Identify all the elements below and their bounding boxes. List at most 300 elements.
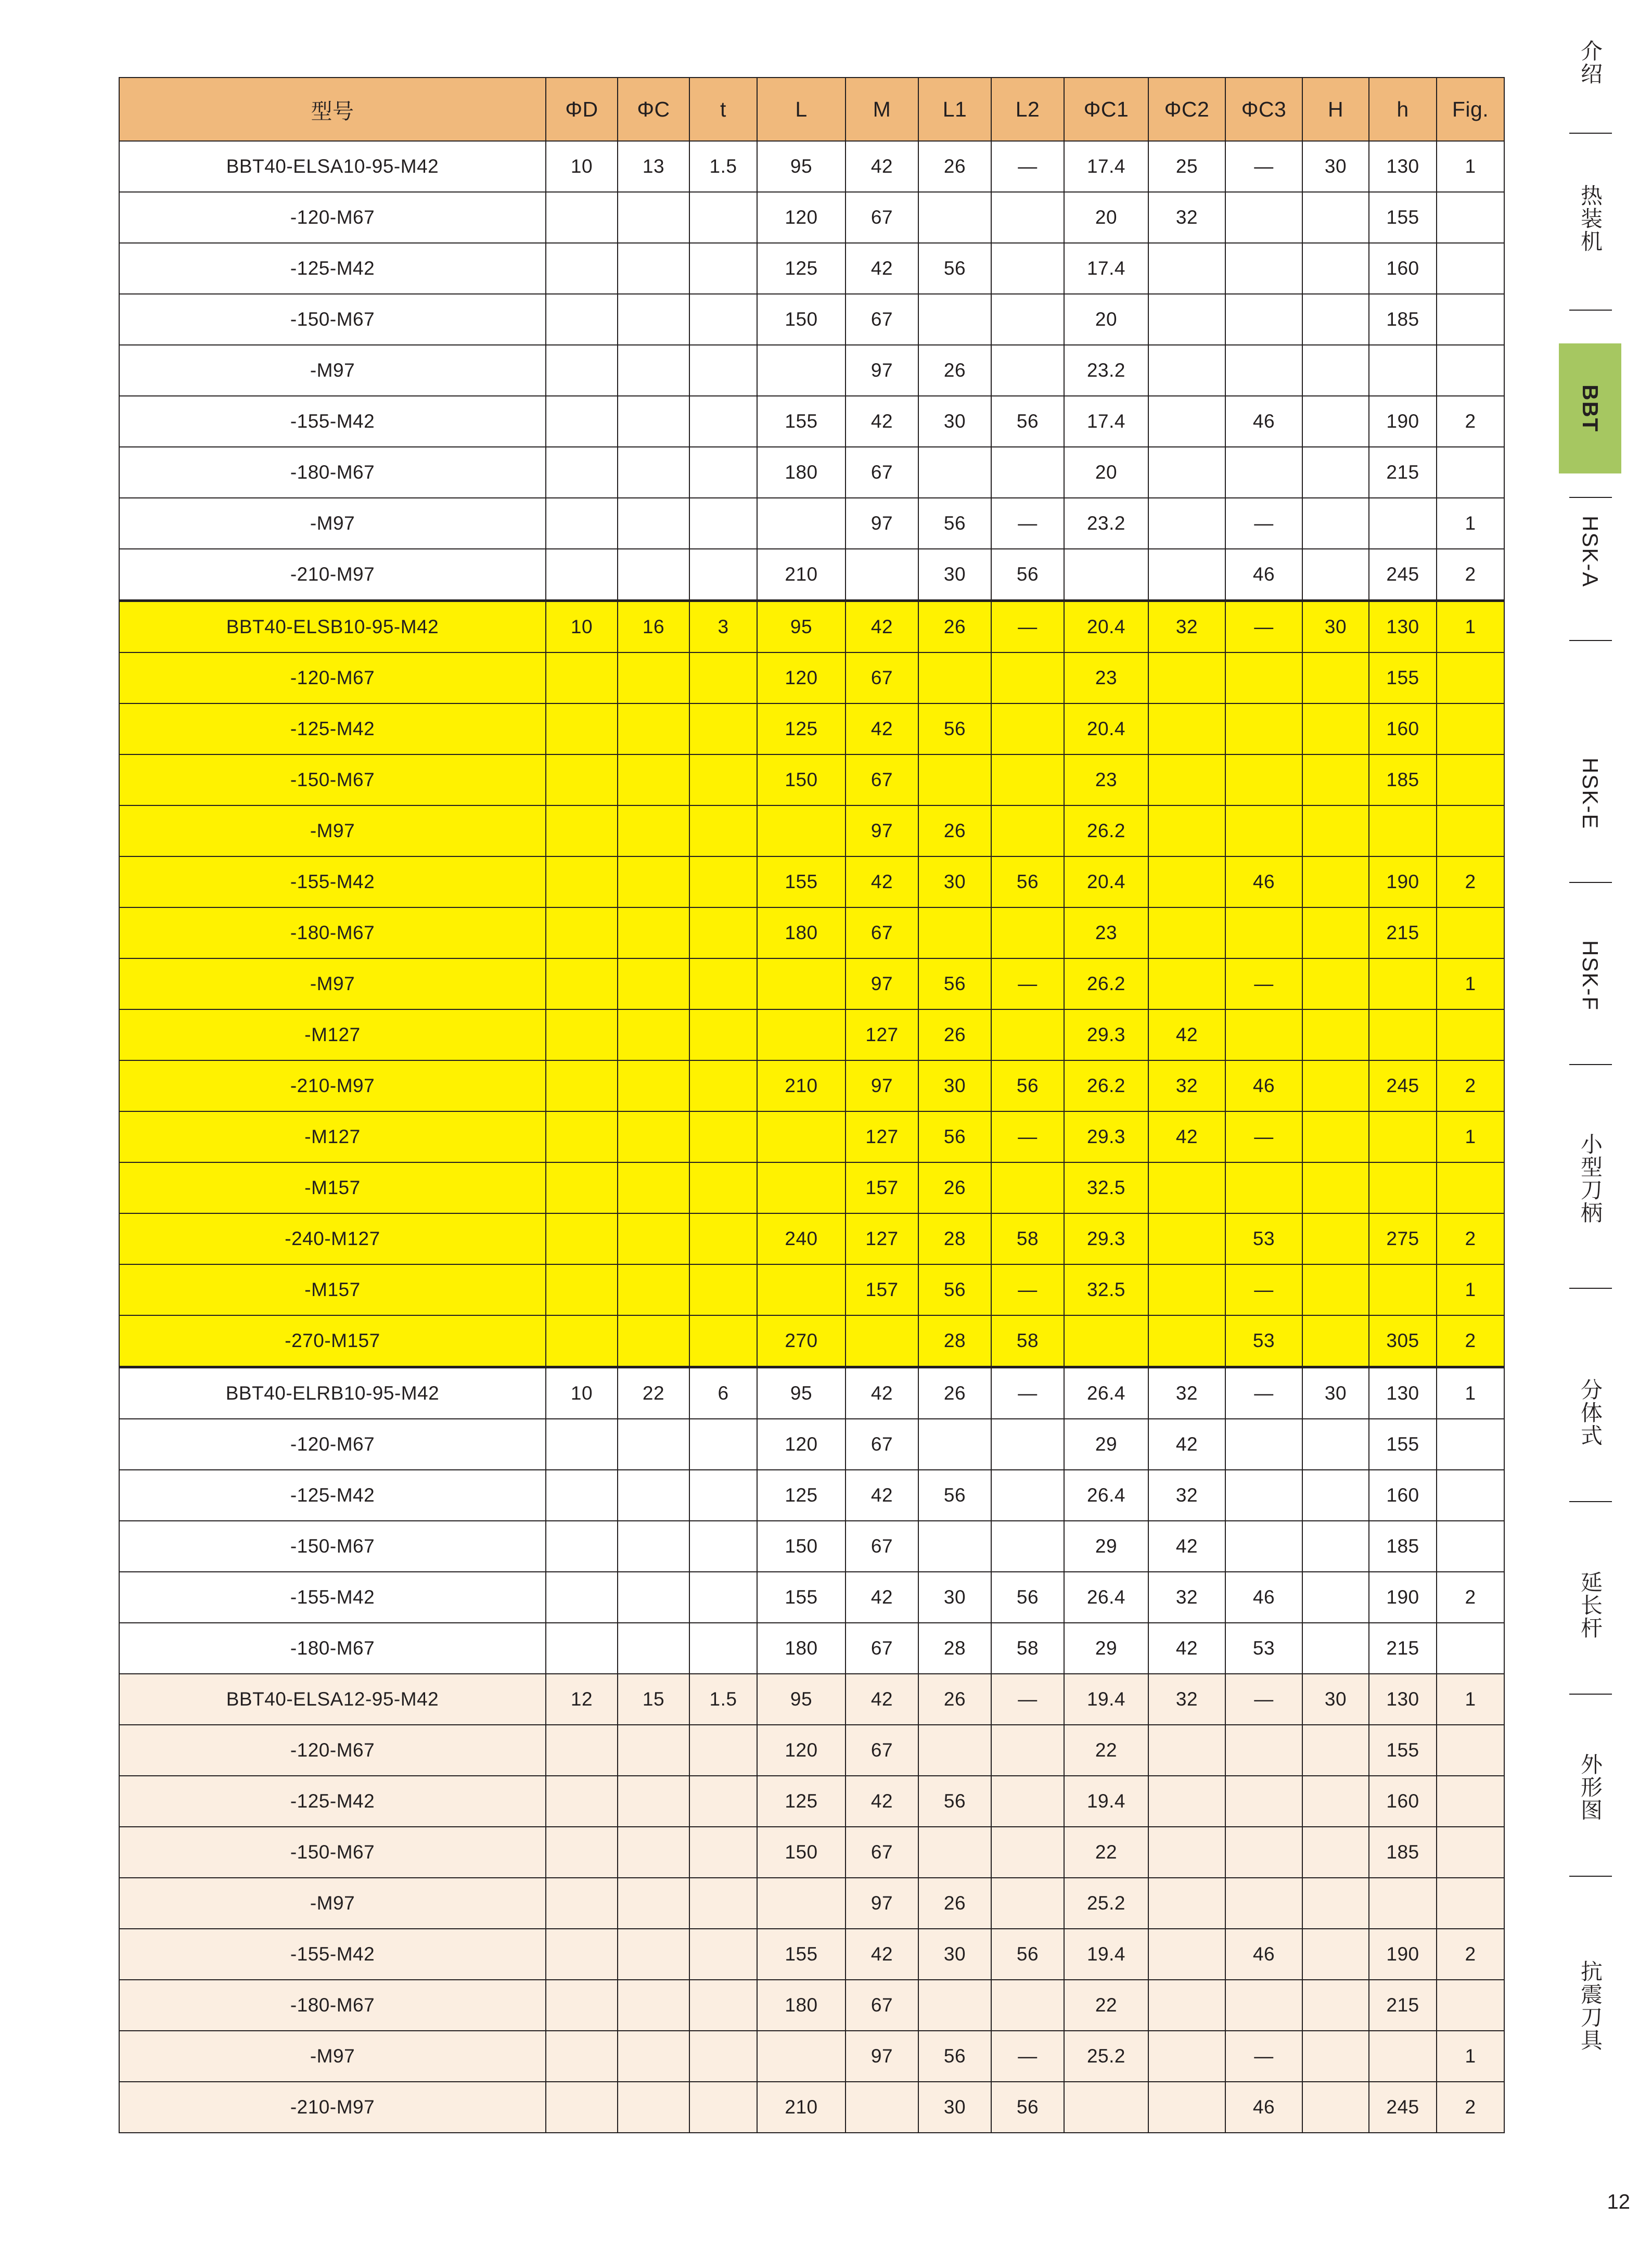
column-header-phi-c: ΦC <box>618 78 689 141</box>
cell-h-lower: 305 <box>1369 1315 1437 1367</box>
side-tab-6[interactable] <box>1559 911 1621 1041</box>
cell-h-lower: 190 <box>1369 396 1437 447</box>
cell-l1: 30 <box>918 1060 991 1111</box>
cell-fig <box>1437 1827 1504 1878</box>
cell-phi-c <box>618 1827 689 1878</box>
side-tab-label: 外形图 <box>1578 1753 1603 1822</box>
side-tab-divider <box>1569 1876 1612 1877</box>
cell-m: 42 <box>846 1470 918 1521</box>
cell-t <box>689 805 757 856</box>
cell-l1 <box>918 1419 991 1470</box>
table-row <box>119 447 1504 498</box>
cell-t <box>689 1111 757 1162</box>
cell-phi-c1: 20.4 <box>1064 601 1148 653</box>
cell-model: -125-M42 <box>119 243 546 294</box>
side-tab-2[interactable] <box>1559 151 1621 286</box>
cell-l: 155 <box>757 856 846 907</box>
cell-l: 180 <box>757 907 846 958</box>
cell-phi-c2: 32 <box>1148 601 1225 653</box>
cell-phi-c3 <box>1225 294 1302 345</box>
cell-h-upper: 30 <box>1302 601 1369 653</box>
cell-phi-c <box>618 396 689 447</box>
cell-m: 42 <box>846 856 918 907</box>
cell-phi-c <box>618 754 689 805</box>
side-tab-label: 介绍 <box>1578 40 1603 85</box>
cell-phi-c1: 23 <box>1064 652 1148 703</box>
cell-h-lower <box>1369 2031 1437 2082</box>
cell-l1: 30 <box>918 396 991 447</box>
cell-phi-c <box>618 856 689 907</box>
cell-t <box>689 754 757 805</box>
cell-phi-c3: — <box>1225 958 1302 1009</box>
cell-h-upper <box>1302 447 1369 498</box>
cell-phi-c2 <box>1148 703 1225 754</box>
cell-l: 210 <box>757 1060 846 1111</box>
cell-phi-c2 <box>1148 1980 1225 2031</box>
cell-l: 125 <box>757 1470 846 1521</box>
cell-fig: 2 <box>1437 396 1504 447</box>
cell-phi-c3 <box>1225 447 1302 498</box>
cell-phi-d <box>546 549 618 601</box>
cell-h-upper <box>1302 1929 1369 1980</box>
cell-phi-c3 <box>1225 1470 1302 1521</box>
cell-phi-d <box>546 396 618 447</box>
cell-l: 95 <box>757 1367 846 1419</box>
cell-h-lower: 215 <box>1369 447 1437 498</box>
side-tab-9[interactable] <box>1559 1540 1621 1670</box>
cell-phi-c2 <box>1148 2031 1225 2082</box>
cell-h-upper <box>1302 549 1369 601</box>
cell-l2: — <box>991 958 1064 1009</box>
cell-h-lower <box>1369 1111 1437 1162</box>
cell-phi-c1: 25.2 <box>1064 1878 1148 1929</box>
cell-phi-c3: 46 <box>1225 1572 1302 1623</box>
column-header-phi-d: ΦD <box>546 78 618 141</box>
side-tab-5[interactable] <box>1559 728 1621 859</box>
cell-m: 42 <box>846 1572 918 1623</box>
cell-model: -M127 <box>119 1009 546 1060</box>
cell-model: -M97 <box>119 805 546 856</box>
cell-phi-c3 <box>1225 1725 1302 1776</box>
side-tab-3[interactable] <box>1559 343 1621 473</box>
cell-h-lower: 245 <box>1369 549 1437 601</box>
side-tab-10[interactable] <box>1559 1722 1621 1852</box>
cell-phi-c1: 19.4 <box>1064 1776 1148 1827</box>
cell-model: -150-M67 <box>119 1827 546 1878</box>
cell-l2: — <box>991 2031 1064 2082</box>
cell-h-upper <box>1302 652 1369 703</box>
side-tab-4[interactable] <box>1559 486 1621 617</box>
cell-phi-c <box>618 1419 689 1470</box>
cell-l1: 56 <box>918 703 991 754</box>
cell-phi-c2 <box>1148 447 1225 498</box>
cell-h-upper <box>1302 1470 1369 1521</box>
cell-phi-c1: 32.5 <box>1064 1162 1148 1213</box>
cell-m: 67 <box>846 907 918 958</box>
cell-l2 <box>991 1776 1064 1827</box>
cell-l2: 58 <box>991 1315 1064 1367</box>
cell-l: 150 <box>757 1827 846 1878</box>
cell-phi-c3: — <box>1225 1367 1302 1419</box>
cell-phi-c1 <box>1064 549 1148 601</box>
cell-phi-c3 <box>1225 1827 1302 1878</box>
cell-l1: 56 <box>918 1111 991 1162</box>
cell-l <box>757 1162 846 1213</box>
cell-model: -155-M42 <box>119 1929 546 1980</box>
cell-l2: 56 <box>991 1929 1064 1980</box>
cell-phi-c2 <box>1148 907 1225 958</box>
header-row <box>119 78 1504 141</box>
cell-h-upper <box>1302 294 1369 345</box>
cell-h-upper <box>1302 2031 1369 2082</box>
cell-l1: 56 <box>918 243 991 294</box>
cell-phi-c <box>618 958 689 1009</box>
cell-fig: 1 <box>1437 1367 1504 1419</box>
cell-l: 120 <box>757 1419 846 1470</box>
cell-phi-c2 <box>1148 856 1225 907</box>
cell-phi-c <box>618 447 689 498</box>
cell-h-upper <box>1302 1776 1369 1827</box>
cell-phi-d <box>546 1725 618 1776</box>
cell-phi-c <box>618 652 689 703</box>
cell-m: 127 <box>846 1009 918 1060</box>
cell-fig: 1 <box>1437 2031 1504 2082</box>
cell-h-upper <box>1302 1060 1369 1111</box>
side-tab-label: 抗震刀具 <box>1578 1960 1603 2052</box>
cell-fig: 1 <box>1437 141 1504 192</box>
cell-phi-d <box>546 958 618 1009</box>
cell-phi-c2: 42 <box>1148 1111 1225 1162</box>
cell-fig: 2 <box>1437 1060 1504 1111</box>
cell-phi-d <box>546 1111 618 1162</box>
cell-l: 155 <box>757 396 846 447</box>
cell-phi-c <box>618 2031 689 2082</box>
cell-h-upper <box>1302 1623 1369 1674</box>
cell-phi-c2: 32 <box>1148 1674 1225 1725</box>
cell-l2 <box>991 243 1064 294</box>
cell-model: -240-M127 <box>119 1213 546 1264</box>
cell-phi-d <box>546 1878 618 1929</box>
cell-l2: 58 <box>991 1623 1064 1674</box>
side-tab-1[interactable] <box>1559 16 1621 109</box>
cell-l1 <box>918 1827 991 1878</box>
cell-fig: 1 <box>1437 958 1504 1009</box>
cell-phi-c1: 20 <box>1064 447 1148 498</box>
cell-model: BBT40-ELRB10-95-M42 <box>119 1367 546 1419</box>
table-row <box>119 294 1504 345</box>
cell-phi-c3: — <box>1225 2031 1302 2082</box>
table-row <box>119 652 1504 703</box>
cell-phi-c3: — <box>1225 601 1302 653</box>
cell-l2: — <box>991 498 1064 549</box>
cell-phi-c2: 42 <box>1148 1419 1225 1470</box>
cell-l: 125 <box>757 1776 846 1827</box>
spec-table-head <box>119 78 1504 141</box>
cell-phi-c1: 22 <box>1064 1725 1148 1776</box>
cell-h-upper <box>1302 2082 1369 2133</box>
cell-fig <box>1437 1521 1504 1572</box>
cell-h-lower: 245 <box>1369 2082 1437 2133</box>
cell-phi-c2: 32 <box>1148 1367 1225 1419</box>
cell-t <box>689 192 757 243</box>
cell-l: 125 <box>757 243 846 294</box>
cell-h-upper <box>1302 1264 1369 1315</box>
cell-m: 42 <box>846 1367 918 1419</box>
cell-m: 67 <box>846 192 918 243</box>
cell-l2 <box>991 447 1064 498</box>
cell-phi-c <box>618 2082 689 2133</box>
cell-phi-c2 <box>1148 1878 1225 1929</box>
cell-m: 97 <box>846 1878 918 1929</box>
cell-t <box>689 1623 757 1674</box>
cell-t <box>689 652 757 703</box>
cell-phi-d: 10 <box>546 141 618 192</box>
cell-l: 95 <box>757 1674 846 1725</box>
cell-l: 210 <box>757 549 846 601</box>
cell-phi-c <box>618 907 689 958</box>
cell-m: 67 <box>846 447 918 498</box>
cell-l <box>757 2031 846 2082</box>
table-row <box>119 1470 1504 1521</box>
cell-phi-d <box>546 345 618 396</box>
cell-m: 67 <box>846 754 918 805</box>
cell-model: -120-M67 <box>119 652 546 703</box>
cell-phi-c: 16 <box>618 601 689 653</box>
cell-t <box>689 1980 757 2031</box>
side-tab-8[interactable] <box>1559 1348 1621 1478</box>
cell-phi-c3: — <box>1225 1264 1302 1315</box>
cell-l1 <box>918 1725 991 1776</box>
cell-model: -150-M67 <box>119 294 546 345</box>
cell-h-lower: 185 <box>1369 1827 1437 1878</box>
cell-phi-d <box>546 856 618 907</box>
cell-phi-d <box>546 805 618 856</box>
table-row <box>119 1980 1504 2031</box>
column-header-h-upper: H <box>1302 78 1369 141</box>
cell-phi-c1: 32.5 <box>1064 1264 1148 1315</box>
cell-l1: 30 <box>918 1929 991 1980</box>
column-header-m: M <box>846 78 918 141</box>
cell-l1: 28 <box>918 1213 991 1264</box>
cell-m: 42 <box>846 243 918 294</box>
cell-l1: 26 <box>918 1674 991 1725</box>
cell-phi-c2 <box>1148 294 1225 345</box>
cell-phi-c <box>618 703 689 754</box>
side-tab-label: 分体式 <box>1578 1378 1603 1447</box>
cell-fig: 2 <box>1437 549 1504 601</box>
cell-t <box>689 958 757 1009</box>
cell-phi-c1: 29.3 <box>1064 1213 1148 1264</box>
cell-h-upper <box>1302 396 1369 447</box>
column-header-t: t <box>689 78 757 141</box>
cell-l2 <box>991 1419 1064 1470</box>
cell-h-lower: 245 <box>1369 1060 1437 1111</box>
cell-l2 <box>991 907 1064 958</box>
cell-l: 120 <box>757 652 846 703</box>
cell-t <box>689 856 757 907</box>
table-row <box>119 1419 1504 1470</box>
table-row <box>119 1264 1504 1315</box>
cell-l2: 56 <box>991 396 1064 447</box>
cell-h-lower: 190 <box>1369 1929 1437 1980</box>
cell-h-lower: 215 <box>1369 907 1437 958</box>
cell-phi-d <box>546 1264 618 1315</box>
cell-phi-d <box>546 1623 618 1674</box>
cell-phi-d <box>546 447 618 498</box>
cell-l1: 28 <box>918 1623 991 1674</box>
cell-t <box>689 345 757 396</box>
table-row <box>119 1009 1504 1060</box>
cell-t: 1.5 <box>689 141 757 192</box>
cell-l1: 28 <box>918 1315 991 1367</box>
cell-phi-c2 <box>1148 1264 1225 1315</box>
cell-l2 <box>991 703 1064 754</box>
cell-model: -210-M97 <box>119 549 546 601</box>
cell-model: -M127 <box>119 1111 546 1162</box>
cell-phi-c3: — <box>1225 1674 1302 1725</box>
cell-h-lower: 185 <box>1369 294 1437 345</box>
cell-phi-c3: 53 <box>1225 1315 1302 1367</box>
cell-m: 67 <box>846 1725 918 1776</box>
cell-model: -180-M67 <box>119 447 546 498</box>
cell-t <box>689 1162 757 1213</box>
cell-h-upper <box>1302 1725 1369 1776</box>
cell-phi-c2 <box>1148 396 1225 447</box>
cell-t: 6 <box>689 1367 757 1419</box>
cell-m: 127 <box>846 1213 918 1264</box>
cell-h-upper <box>1302 907 1369 958</box>
table-row <box>119 396 1504 447</box>
cell-h-lower: 130 <box>1369 1367 1437 1419</box>
side-tab-label: 延长杆 <box>1578 1571 1603 1639</box>
cell-phi-d <box>546 1419 618 1470</box>
cell-l2: 56 <box>991 856 1064 907</box>
cell-phi-c1: 29.3 <box>1064 1111 1148 1162</box>
cell-phi-c2: 42 <box>1148 1521 1225 1572</box>
cell-m: 67 <box>846 1827 918 1878</box>
cell-l1: 26 <box>918 805 991 856</box>
table-row <box>119 1623 1504 1674</box>
cell-h-upper <box>1302 1111 1369 1162</box>
cell-model: -M157 <box>119 1264 546 1315</box>
cell-t <box>689 1264 757 1315</box>
cell-l2 <box>991 1009 1064 1060</box>
cell-phi-c3 <box>1225 1419 1302 1470</box>
cell-m: 97 <box>846 345 918 396</box>
cell-l1: 26 <box>918 601 991 653</box>
cell-phi-c <box>618 192 689 243</box>
cell-l1: 56 <box>918 1776 991 1827</box>
cell-phi-d <box>546 2031 618 2082</box>
cell-l <box>757 1111 846 1162</box>
cell-phi-c1: 23.2 <box>1064 345 1148 396</box>
side-tab-label: HSK-E <box>1578 757 1603 830</box>
cell-phi-c2 <box>1148 754 1225 805</box>
cell-phi-c2 <box>1148 1213 1225 1264</box>
cell-fig <box>1437 1419 1504 1470</box>
table-row <box>119 498 1504 549</box>
cell-h-lower: 185 <box>1369 754 1437 805</box>
cell-phi-c1: 23.2 <box>1064 498 1148 549</box>
cell-l1: 26 <box>918 1009 991 1060</box>
cell-h-lower: 160 <box>1369 243 1437 294</box>
cell-l1: 56 <box>918 1470 991 1521</box>
cell-l1 <box>918 907 991 958</box>
cell-phi-d <box>546 1827 618 1878</box>
cell-l: 155 <box>757 1572 846 1623</box>
cell-t <box>689 703 757 754</box>
cell-h-upper <box>1302 856 1369 907</box>
cell-phi-d <box>546 1315 618 1367</box>
cell-phi-c1: 23 <box>1064 907 1148 958</box>
cell-fig <box>1437 243 1504 294</box>
cell-fig: 2 <box>1437 856 1504 907</box>
column-header-phi-c1: ΦC1 <box>1064 78 1148 141</box>
column-header-phi-c3: ΦC3 <box>1225 78 1302 141</box>
cell-fig: 1 <box>1437 1264 1504 1315</box>
cell-fig <box>1437 345 1504 396</box>
side-tab-11[interactable] <box>1559 1920 1621 2092</box>
cell-l1 <box>918 652 991 703</box>
cell-m: 42 <box>846 1776 918 1827</box>
cell-fig <box>1437 192 1504 243</box>
cell-l1: 56 <box>918 2031 991 2082</box>
cell-phi-c1: 26.2 <box>1064 1060 1148 1111</box>
cell-phi-c3: 46 <box>1225 2082 1302 2133</box>
cell-l1: 26 <box>918 1162 991 1213</box>
side-tab-nav <box>1540 0 1652 2242</box>
cell-h-lower <box>1369 805 1437 856</box>
table-row <box>119 1315 1504 1367</box>
cell-phi-c1: 17.4 <box>1064 396 1148 447</box>
cell-t <box>689 1827 757 1878</box>
table-row <box>119 1060 1504 1111</box>
cell-t <box>689 907 757 958</box>
cell-model: -180-M67 <box>119 1980 546 2031</box>
cell-model: -125-M42 <box>119 703 546 754</box>
spec-table-container <box>119 77 1488 2133</box>
cell-phi-c2 <box>1148 1162 1225 1213</box>
column-header-model: 型号 <box>119 78 546 141</box>
cell-phi-c1: 26.4 <box>1064 1367 1148 1419</box>
cell-t <box>689 1419 757 1470</box>
cell-h-lower: 130 <box>1369 1674 1437 1725</box>
cell-m: 97 <box>846 958 918 1009</box>
cell-t <box>689 1315 757 1367</box>
cell-phi-c2 <box>1148 1725 1225 1776</box>
cell-l: 180 <box>757 1980 846 2031</box>
spec-table <box>119 77 1505 2133</box>
cell-phi-c3 <box>1225 805 1302 856</box>
cell-phi-c2: 25 <box>1148 141 1225 192</box>
cell-l1: 26 <box>918 141 991 192</box>
cell-m: 42 <box>846 703 918 754</box>
cell-h-upper <box>1302 1419 1369 1470</box>
cell-model: -210-M97 <box>119 2082 546 2133</box>
cell-l: 120 <box>757 1725 846 1776</box>
cell-phi-c1: 29 <box>1064 1623 1148 1674</box>
cell-phi-c <box>618 1776 689 1827</box>
cell-model: -150-M67 <box>119 754 546 805</box>
side-tab-7[interactable] <box>1559 1093 1621 1264</box>
cell-m: 97 <box>846 805 918 856</box>
cell-l2: 56 <box>991 1572 1064 1623</box>
cell-model: -M97 <box>119 958 546 1009</box>
cell-fig <box>1437 294 1504 345</box>
cell-model: -120-M67 <box>119 192 546 243</box>
cell-m: 42 <box>846 1929 918 1980</box>
cell-h-upper: 30 <box>1302 1367 1369 1419</box>
